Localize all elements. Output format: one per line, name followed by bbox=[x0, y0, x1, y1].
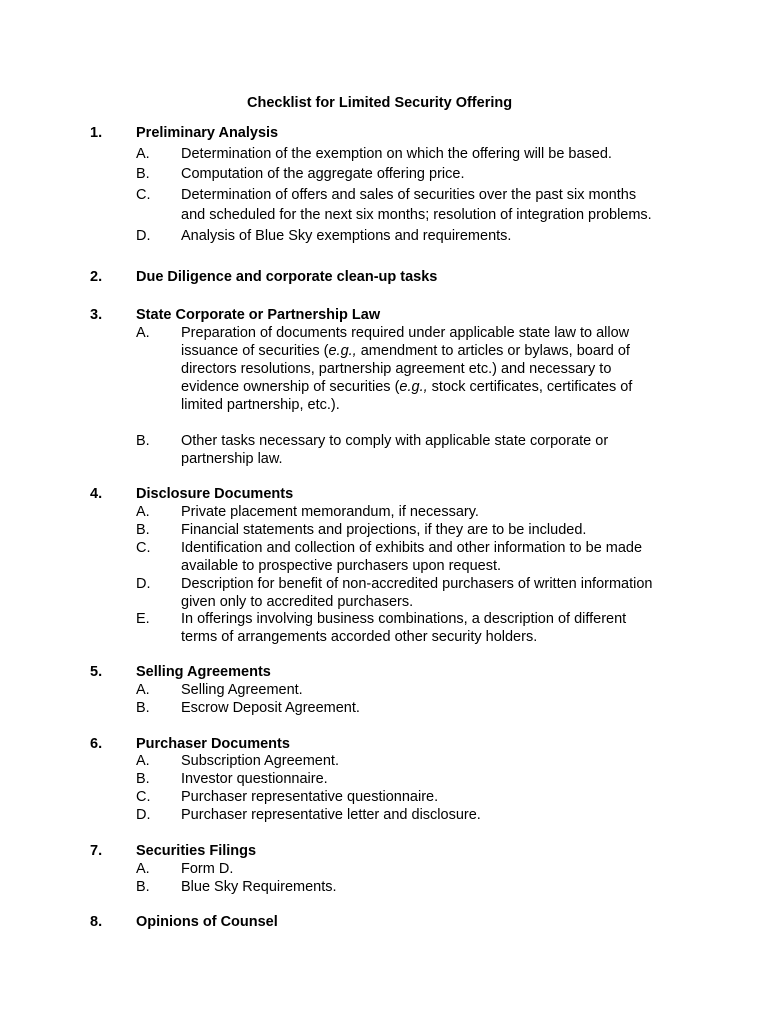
item-text: available to prospective purchasers upon request. bbox=[181, 558, 501, 574]
item-text: Computation of the aggregate offering price. bbox=[181, 166, 465, 182]
section-title: Preliminary Analysis bbox=[136, 125, 279, 141]
text-run: amendment to articles or bylaws, board of bbox=[356, 343, 630, 359]
section-title: State Corporate or Partnership Law bbox=[136, 307, 381, 323]
item-letter: B. bbox=[136, 879, 150, 895]
item-letter: D. bbox=[136, 807, 151, 823]
section-number: 5. bbox=[90, 664, 103, 680]
section-title: Selling Agreements bbox=[136, 664, 271, 680]
item-text: Other tasks necessary to comply with applicable state corporate or bbox=[181, 433, 609, 449]
item-letter: D. bbox=[136, 228, 151, 244]
item-letter: A. bbox=[136, 861, 150, 877]
section-number: 3. bbox=[90, 307, 103, 323]
item-text: Description for benefit of non-accredited purchasers of written information bbox=[181, 576, 653, 592]
item-text: Purchaser representative questionnaire. bbox=[181, 789, 439, 805]
section-number: 2. bbox=[90, 269, 103, 285]
item-text: and scheduled for the next six months; resolution of integration problems. bbox=[181, 207, 652, 223]
page-title: Checklist for Limited Security Offering bbox=[247, 95, 513, 111]
text-run-italic: e.g., bbox=[399, 379, 428, 395]
item-letter: C. bbox=[136, 789, 151, 805]
item-text: Private placement memorandum, if necessary. bbox=[181, 504, 479, 520]
section-title: Securities Filings bbox=[136, 843, 257, 859]
section-number: 8. bbox=[90, 914, 103, 930]
item-letter: E. bbox=[136, 611, 150, 627]
item-text: limited partnership, etc.). bbox=[181, 397, 340, 413]
item-text: Selling Agreement. bbox=[181, 682, 303, 698]
item-text: Preparation of documents required under applicable state law to allow bbox=[181, 325, 630, 341]
item-text: Form D. bbox=[181, 861, 234, 877]
item-letter: B. bbox=[136, 700, 150, 716]
item-letter: A. bbox=[136, 753, 150, 769]
item-text: Subscription Agreement. bbox=[181, 753, 339, 769]
section-title: Due Diligence and corporate clean-up tasks bbox=[136, 269, 438, 285]
item-text: partnership law. bbox=[181, 451, 283, 467]
item-text: Identification and collection of exhibits and other information to be made bbox=[181, 540, 643, 556]
text-run-italic: e.g., bbox=[328, 343, 357, 359]
text-run: evidence ownership of securities ( bbox=[181, 379, 400, 395]
item-letter: B. bbox=[136, 166, 150, 182]
section-number: 4. bbox=[90, 486, 103, 502]
item-letter: C. bbox=[136, 187, 151, 203]
item-letter: A. bbox=[136, 504, 150, 520]
section-title: Disclosure Documents bbox=[136, 486, 294, 502]
item-text: terms of arrangements accorded other security holders. bbox=[181, 629, 538, 645]
section-title: Purchaser Documents bbox=[136, 736, 290, 752]
section-number: 6. bbox=[90, 736, 103, 752]
item-text: Purchaser representative letter and disclosure. bbox=[181, 807, 481, 823]
item-letter: A. bbox=[136, 146, 150, 162]
item-text: Analysis of Blue Sky exemptions and requirements. bbox=[181, 228, 512, 244]
item-text: Investor questionnaire. bbox=[181, 771, 328, 787]
item-text: Determination of the exemption on which the offering will be based. bbox=[181, 146, 612, 162]
text-run: stock certificates, certificates of bbox=[427, 379, 633, 395]
item-text bbox=[181, 378, 632, 396]
section-number: 7. bbox=[90, 843, 103, 859]
item-text: given only to accredited purchasers. bbox=[181, 594, 414, 610]
item-text: Blue Sky Requirements. bbox=[181, 879, 337, 895]
section-number: 1. bbox=[90, 125, 103, 141]
item-letter: D. bbox=[136, 576, 151, 592]
section-title: Opinions of Counsel bbox=[136, 914, 278, 930]
item-letter: A. bbox=[136, 325, 150, 341]
item-letter: C. bbox=[136, 540, 151, 556]
item-text: directors resolutions, partnership agreement etc.) and necessary to bbox=[181, 361, 612, 377]
item-text: In offerings involving business combinations, a description of different bbox=[181, 611, 627, 627]
item-text: Financial statements and projections, if they are to be included. bbox=[181, 522, 587, 538]
item-text: Escrow Deposit Agreement. bbox=[181, 700, 360, 716]
item-letter: A. bbox=[136, 682, 150, 698]
item-letter: B. bbox=[136, 522, 150, 538]
item-letter: B. bbox=[136, 433, 150, 449]
item-text: Determination of offers and sales of securities over the past six months bbox=[181, 187, 637, 203]
item-text bbox=[181, 342, 630, 360]
text-run: issuance of securities ( bbox=[181, 343, 329, 359]
item-letter: B. bbox=[136, 771, 150, 787]
